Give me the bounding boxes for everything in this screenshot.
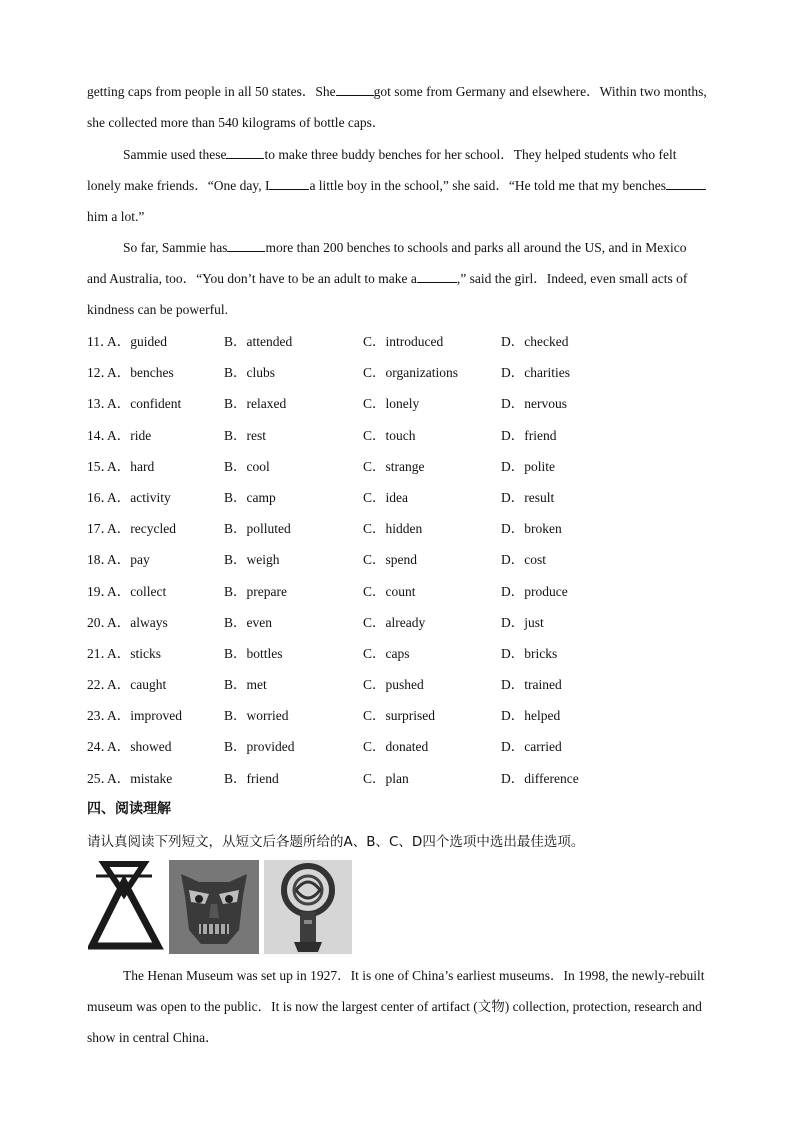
question-row [87,607,727,638]
reading-passage: The Henan Museum was set up in 1927．It is one of China’s earliest museums．In 1998, the newly-rebuilt museum was open to the public．It is now the largest center of artifact (文物) collection, protection, research and show in central China． [87,968,705,1045]
question-number: 25． [87,770,114,786]
question-row [87,420,727,451]
passage-paragraph-2 [87,139,707,232]
option-d[interactable]: D．difference [501,770,579,786]
option-c[interactable]: C．hidden [363,521,423,537]
question-row [87,513,727,544]
section-instruction: 请认真阅读下列短文，从短文后各题所给的A、B、C、D四个选项中选出最佳选项。 [87,834,585,850]
option-a[interactable]: A．always [107,614,168,630]
question-row [87,544,727,575]
option-d[interactable]: D．trained [501,677,562,693]
passage-text: got some from Germany and elsewhere．Within two months, she collected more than 540 kilograms of bottle caps． [87,84,707,130]
question-number: 15． [87,458,114,474]
passage-text: more than 200 benches to schools and parks all around the US, and in Mexico and Australia, too．“You don’t have to be an adult to make a [87,240,687,286]
option-d[interactable]: D．helped [501,708,561,724]
option-b[interactable]: B．friend [224,770,279,786]
option-a[interactable]: A．guided [107,334,167,349]
question-number: 16． [87,489,114,505]
option-c[interactable]: C．pushed [363,677,424,693]
option-a[interactable]: A．confident [107,396,182,412]
option-b[interactable]: B．relaxed [224,396,287,412]
option-d[interactable]: D．broken [501,521,562,537]
option-d[interactable]: D．friend [501,427,557,443]
bronze-mask-image [169,860,259,954]
option-b[interactable]: B．attended [224,334,293,349]
option-a[interactable]: A．pay [107,552,150,568]
passage-text: a little boy in the school,” she said．“He told me that my benches [309,178,666,193]
question-row [87,700,727,731]
question-row [87,763,727,794]
option-c[interactable]: C．touch [363,427,416,443]
passage-text: him a lot.” [87,209,145,224]
answer-blank [226,146,264,159]
option-a[interactable]: A．recycled [107,521,176,537]
option-d[interactable]: D．bricks [501,645,558,661]
question-number: 12． [87,365,114,381]
question-number: 21． [87,645,114,661]
option-d[interactable]: D．just [501,614,544,630]
question-row [87,638,727,669]
passage-text: getting caps from people in all 50 states．She [87,84,336,99]
option-a[interactable]: A．benches [107,365,174,381]
answer-blank [227,239,265,252]
option-a[interactable]: A．improved [107,708,182,724]
option-a[interactable]: A．collect [107,583,167,599]
option-a[interactable]: A．showed [107,739,172,755]
option-b[interactable]: B．bottles [224,645,283,661]
question-number: 19． [87,583,114,599]
option-d[interactable]: D．cost [501,552,546,568]
option-c[interactable]: C．lonely [363,396,420,412]
question-row [87,482,727,513]
question-number: 11． [87,334,114,349]
question-number: 22． [87,677,114,693]
option-c[interactable]: C．plan [363,770,409,786]
option-c[interactable]: C．introduced [363,334,444,349]
passage-text: ,” said the girl．Indeed, even small acts of kindness can be powerful. [87,271,688,317]
section-title: 四、阅读理解 [87,801,171,817]
passage-text: to make three buddy benches for her school．They helped students who felt lonely make friends．“One day, I [87,147,677,193]
option-b[interactable]: B．clubs [224,365,276,381]
passage-text: So far, Sammie has [123,240,228,255]
option-c[interactable]: C．spend [363,552,417,568]
question-number: 18． [87,552,114,568]
bronze-ornament-image [264,860,352,954]
option-b[interactable]: B．even [224,614,272,630]
option-a[interactable]: A．caught [107,677,167,693]
option-c[interactable]: C．surprised [363,708,435,724]
option-c[interactable]: C．already [363,614,426,630]
question-row [87,576,727,607]
option-b[interactable]: B．provided [224,739,295,755]
question-number: 17． [87,521,114,537]
option-d[interactable]: D．polite [501,458,555,474]
option-d[interactable]: D．charities [501,365,570,381]
option-a[interactable]: A．sticks [107,645,161,661]
option-d[interactable]: D．produce [501,583,568,599]
answer-blank [417,270,457,283]
option-b[interactable]: B．camp [224,489,276,505]
triangle-symbol-image [88,860,164,954]
options-list [87,326,727,794]
question-number: 13． [87,396,114,412]
option-d[interactable]: D．nervous [501,396,567,412]
question-number: 23． [87,708,114,724]
option-d[interactable]: D．checked [501,334,569,349]
question-number: 20． [87,614,114,630]
option-c[interactable]: C．caps [363,645,410,661]
option-b[interactable]: B．met [224,677,267,693]
question-row [87,451,727,482]
question-row [87,388,727,419]
question-row [87,669,727,700]
passage-paragraph-1 [87,76,707,138]
option-a[interactable]: A．activity [107,489,171,505]
option-c[interactable]: C．count [363,583,416,599]
answer-blank [336,83,374,96]
option-c[interactable]: C．donated [363,739,429,755]
option-a[interactable]: A．mistake [107,770,173,786]
question-row [87,326,727,357]
option-b[interactable]: B．polluted [224,521,291,537]
passage-paragraph-3 [87,232,707,325]
option-d[interactable]: D．carried [501,739,562,755]
question-row [87,731,727,762]
option-b[interactable]: B．worried [224,708,289,724]
option-c[interactable]: C．organizations [363,365,458,381]
option-c[interactable]: C．idea [363,489,408,505]
answer-blank [666,177,706,190]
option-d[interactable]: D．result [501,489,555,505]
option-a[interactable]: A．ride [107,427,152,443]
question-number: 24． [87,739,114,755]
answer-blank [269,177,309,190]
option-b[interactable]: B．rest [224,427,266,443]
question-row [87,357,727,388]
option-b[interactable]: B．cool [224,458,270,474]
question-number: 14． [87,427,114,443]
option-c[interactable]: C．strange [363,458,425,474]
passage-text: Sammie used these [123,147,227,162]
option-b[interactable]: B．prepare [224,583,287,599]
option-a[interactable]: A．hard [107,458,155,474]
option-b[interactable]: B．weigh [224,552,280,568]
